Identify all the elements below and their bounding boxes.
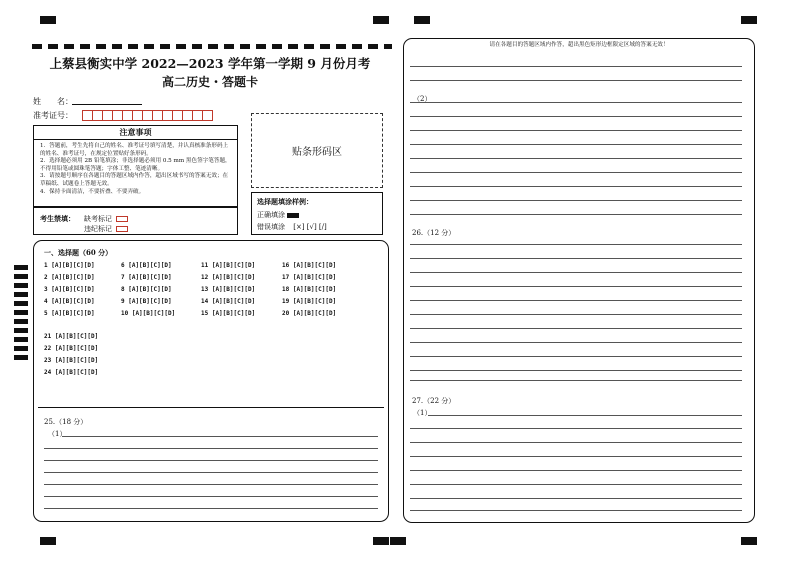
edge-mark <box>14 346 28 351</box>
cut-line <box>32 44 392 49</box>
exam-no-label: 准考证号： <box>33 111 73 120</box>
mc-question[interactable]: 6 [A][B][C][D] <box>121 262 172 269</box>
answer-line[interactable] <box>44 484 378 485</box>
mc-question[interactable]: 19 [A][B][C][D] <box>282 298 337 305</box>
answer-line[interactable] <box>410 102 742 103</box>
q25-title: 25.（18 分） <box>44 418 88 426</box>
mc-question[interactable]: 22 [A][B][C][D] <box>44 345 99 352</box>
answer-line[interactable] <box>410 484 742 485</box>
q27-title: 27.（22 分） <box>412 397 456 405</box>
mc-question[interactable]: 9 [A][B][C][D] <box>121 298 172 305</box>
exam-no-field[interactable] <box>82 110 212 121</box>
answer-line[interactable] <box>410 328 742 329</box>
answer-line[interactable] <box>410 470 742 471</box>
timing-mark <box>741 537 757 545</box>
timing-mark <box>414 16 430 24</box>
notice-item: 2．选择题必须用 2B 铅笔填涂；非选择题必须用 0.5 mm 黑色签字笔答题，不得用铅笔或圆珠笔答题；字体工整、笔迹清晰。 <box>40 158 231 172</box>
edge-mark <box>14 301 28 306</box>
forbidden-label: 考生禁填： <box>40 214 75 223</box>
answer-line[interactable] <box>44 448 378 449</box>
timing-mark <box>741 16 757 24</box>
edge-mark <box>14 310 28 315</box>
notice-box <box>33 125 238 207</box>
mc-question[interactable]: 16 [A][B][C][D] <box>282 262 337 269</box>
violation-mark[interactable] <box>84 224 128 234</box>
mc-question[interactable]: 18 [A][B][C][D] <box>282 286 337 293</box>
answer-line[interactable] <box>410 286 742 287</box>
answer-line[interactable] <box>410 186 742 187</box>
mc-question[interactable]: 23 [A][B][C][D] <box>44 357 99 364</box>
section-divider <box>38 407 384 408</box>
notice-body <box>34 140 237 196</box>
absent-box[interactable] <box>116 216 128 222</box>
mc-section-title: 一、选择题（60 分） <box>44 248 113 257</box>
answer-line[interactable] <box>44 496 378 497</box>
barcode-area <box>251 113 383 188</box>
notice-item: 4．保持卡面清洁，不要折叠、不要弄破。 <box>40 188 145 195</box>
answer-line[interactable] <box>410 116 742 117</box>
answer-line[interactable] <box>410 370 742 371</box>
timing-mark <box>373 537 389 545</box>
answer-line[interactable] <box>410 214 742 215</box>
wrong-fill-marks: [×] [√] [/] <box>293 223 327 231</box>
mc-question[interactable]: 5 [A][B][C][D] <box>44 310 95 317</box>
mc-question[interactable]: 21 [A][B][C][D] <box>44 333 99 340</box>
notice-item: 1．答题前，考生先将自己的姓名、准考证号填写清楚，并认真核准条形码上的姓名、准考证号，在规定位置贴好条形码。 <box>40 143 229 157</box>
correct-fill-label: 正确填涂 <box>257 211 285 219</box>
answer-line[interactable] <box>410 380 742 381</box>
mc-question[interactable]: 12 [A][B][C][D] <box>201 274 256 281</box>
edge-mark <box>14 319 28 324</box>
answer-area-left <box>33 240 389 522</box>
mc-question[interactable]: 10 [A][B][C][D] <box>121 310 176 317</box>
area-notice: 请在各题目的答题区域内作答，超出黑色矩形边框限定区域的答案无效！ <box>489 42 669 48</box>
edge-mark <box>14 283 28 288</box>
answer-line[interactable] <box>410 456 742 457</box>
part2-label: （2） <box>413 95 432 103</box>
mc-question[interactable]: 1 [A][B][C][D] <box>44 262 95 269</box>
q25-part1: （1） <box>48 430 67 438</box>
timing-mark <box>373 16 389 24</box>
violation-box[interactable] <box>116 226 128 232</box>
answer-line[interactable] <box>410 244 742 245</box>
answer-line[interactable] <box>410 314 742 315</box>
answer-line[interactable] <box>428 415 742 416</box>
answer-line[interactable] <box>410 300 742 301</box>
barcode-label: 贴条形码区 <box>292 147 342 158</box>
mc-question[interactable]: 2 [A][B][C][D] <box>44 274 95 281</box>
edge-mark <box>14 355 28 360</box>
edge-mark <box>14 328 28 333</box>
absent-label: 缺考标记 <box>84 215 112 223</box>
wrong-fill-label: 错误填涂 <box>257 223 285 231</box>
mc-question[interactable]: 20 [A][B][C][D] <box>282 310 337 317</box>
answer-line[interactable] <box>410 510 742 511</box>
fill-sample-box <box>251 192 383 235</box>
fill-sample-title: 选择题填涂样例： <box>257 197 313 206</box>
page-subtitle: 高二历史・答题卡 <box>161 75 258 89</box>
name-label: 姓 名： <box>33 97 73 106</box>
violation-label: 违纪标记 <box>84 225 112 233</box>
edge-mark <box>14 265 28 270</box>
answer-line[interactable] <box>410 428 742 429</box>
notice-item: 3．请按题号顺序在各题目的答题区域内作答，超出区域书写的答案无效；在草稿纸、试题卷上答题无效。 <box>40 173 229 187</box>
wrong-fill <box>257 222 327 232</box>
answer-line[interactable] <box>410 158 742 159</box>
page-title: 上蔡县衡实中学 2022—2023 学年第一学期 9 月份月考 <box>49 56 371 71</box>
answer-line[interactable] <box>410 66 742 67</box>
answer-line[interactable] <box>410 200 742 201</box>
answer-line[interactable] <box>410 130 742 131</box>
answer-line[interactable] <box>410 80 742 81</box>
timing-mark <box>40 537 56 545</box>
answer-line[interactable] <box>62 436 378 437</box>
absent-mark[interactable] <box>84 214 128 224</box>
answer-line[interactable] <box>44 460 378 461</box>
mc-question[interactable]: 24 [A][B][C][D] <box>44 369 99 376</box>
mc-question[interactable]: 3 [A][B][C][D] <box>44 286 95 293</box>
answer-line[interactable] <box>410 258 742 259</box>
mc-question[interactable]: 17 [A][B][C][D] <box>282 274 337 281</box>
answer-line[interactable] <box>410 498 742 499</box>
answer-line[interactable] <box>410 272 742 273</box>
answer-line[interactable] <box>410 172 742 173</box>
correct-fill <box>257 210 299 220</box>
answer-line[interactable] <box>44 472 378 473</box>
edge-mark <box>14 274 28 279</box>
timing-mark <box>40 16 56 24</box>
q27-part1: （1） <box>413 409 432 417</box>
mc-question[interactable]: 15 [A][B][C][D] <box>201 310 256 317</box>
mc-question[interactable]: 8 [A][B][C][D] <box>121 286 172 293</box>
answer-line[interactable] <box>410 342 742 343</box>
mc-question[interactable]: 11 [A][B][C][D] <box>201 262 256 269</box>
answer-line[interactable] <box>410 144 742 145</box>
timing-mark <box>390 537 406 545</box>
filled-box <box>287 213 299 218</box>
q26-title: 26.（12 分） <box>412 229 456 237</box>
edge-mark <box>14 292 28 297</box>
answer-line[interactable] <box>410 442 742 443</box>
edge-mark <box>14 337 28 342</box>
forbidden-box <box>33 207 238 235</box>
name-field[interactable] <box>72 104 142 105</box>
notice-title: 注意事项 <box>34 126 237 140</box>
mc-question[interactable]: 13 [A][B][C][D] <box>201 286 256 293</box>
mc-question[interactable]: 4 [A][B][C][D] <box>44 298 95 305</box>
mc-question[interactable]: 14 [A][B][C][D] <box>201 298 256 305</box>
mc-question[interactable]: 7 [A][B][C][D] <box>121 274 172 281</box>
answer-line[interactable] <box>44 508 378 509</box>
answer-line[interactable] <box>410 356 742 357</box>
answer-area-right <box>403 38 755 523</box>
